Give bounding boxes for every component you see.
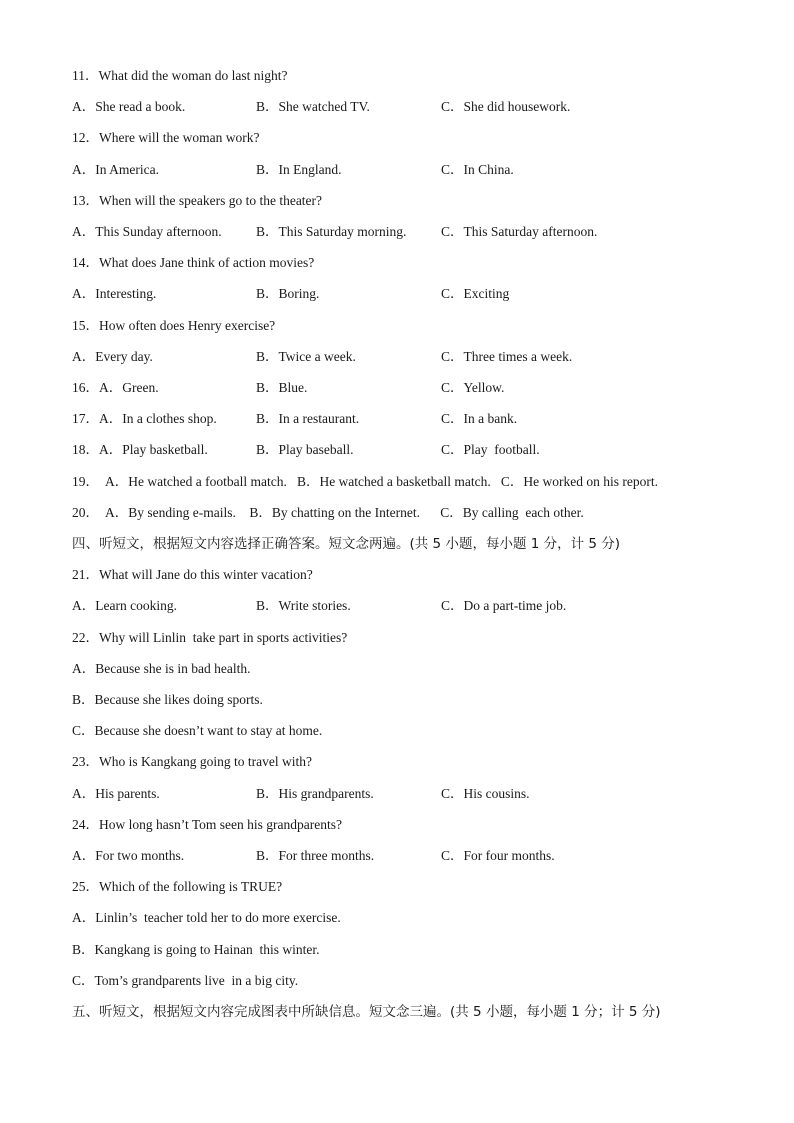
question-line: B．Kangkang is going to Hainan this winter.: [72, 941, 320, 957]
answer-option: B．For three months.: [256, 848, 375, 863]
answer-option: A．His parents.: [72, 785, 160, 801]
question-line: 19． A．He watched a football match. B．He watched a basketball match. C．He worked on his report.: [72, 473, 658, 489]
answer-option: A．In America.: [72, 161, 159, 177]
question-line: C．Tom’s grandparents live in a big city.: [72, 972, 299, 988]
section-heading: 五、听短文，根据短文内容完成图表中所缺信息。短文念三遍。(共 5 小题，每小题 1 分；计 5 分): [72, 1004, 661, 1020]
answer-option: B．In a restaurant.: [256, 411, 360, 427]
answer-option: C．Play football.: [441, 442, 540, 458]
answer-option: B．Play baseball.: [256, 442, 354, 458]
answer-option: B．This Saturday morning.: [256, 224, 407, 239]
answer-option: A．Learn cooking.: [72, 598, 177, 614]
question-line: 23．Who is Kangkang going to travel with?: [72, 754, 312, 770]
answer-option: C．Exciting: [441, 286, 510, 302]
answer-option: C．In a bank.: [441, 411, 518, 427]
question-line: 12．Where will the woman work?: [72, 130, 260, 146]
question-line: 14．What does Jane think of action movies?: [72, 255, 315, 271]
question-line: A．Linlin’s teacher told her to do more exercise.: [72, 910, 341, 926]
answer-option: 18．A．Play basketball.: [72, 442, 208, 458]
answer-option: A．Every day.: [72, 348, 153, 364]
answer-option: C．She did housework.: [441, 99, 571, 115]
answer-option: C．This Saturday afternoon.: [441, 224, 598, 239]
question-line: A．Because she is in bad health.: [72, 660, 251, 676]
answer-option: C．For four months.: [441, 848, 555, 863]
question-line: 20． A．By sending e-mails. B．By chatting on the Internet. C．By calling each other.: [72, 504, 584, 520]
answer-option: C．Yellow.: [441, 380, 505, 395]
answer-option: B．In England.: [256, 161, 342, 177]
answer-option: C．In China.: [441, 161, 514, 177]
answer-option: A．This Sunday afternoon.: [72, 224, 222, 239]
answer-option: A．She read a book.: [72, 99, 186, 115]
question-line: 22．Why will Linlin take part in sports activities?: [72, 629, 348, 645]
question-line: 11．What did the woman do last night?: [72, 68, 288, 83]
question-line: 25．Which of the following is TRUE?: [72, 879, 283, 895]
answer-option: B．Write stories.: [256, 598, 351, 614]
answer-option: C．Three times a week.: [441, 348, 573, 364]
answer-option: B．Twice a week.: [256, 348, 356, 364]
question-line: 15．How often does Henry exercise?: [72, 317, 276, 333]
answer-option: B．Blue.: [256, 380, 308, 395]
section-heading: 四、听短文，根据短文内容选择正确答案。短文念两遍。(共 5 小题，每小题 1 分，计 5 分): [72, 536, 621, 552]
question-line: C．Because she doesn’t want to stay at home.: [72, 723, 323, 739]
answer-option: B．His grandparents.: [256, 785, 374, 801]
question-line: 21．What will Jane do this winter vacation?: [72, 567, 313, 583]
answer-option: C．Do a part-time job.: [441, 598, 567, 614]
answer-option: 17．A．In a clothes shop.: [72, 411, 217, 427]
answer-option: C．His cousins.: [441, 785, 530, 801]
answer-option: A．Interesting.: [72, 286, 157, 302]
question-line: B．Because she likes doing sports.: [72, 692, 263, 707]
answer-option: A．For two months.: [72, 848, 185, 863]
answer-option: B．Boring.: [256, 286, 320, 302]
answer-option: 16．A．Green.: [72, 380, 159, 395]
question-line: 24．How long hasn’t Tom seen his grandparents?: [72, 816, 343, 832]
answer-option: B．She watched TV.: [256, 99, 370, 115]
question-line: 13．When will the speakers go to the theater?: [72, 192, 323, 208]
